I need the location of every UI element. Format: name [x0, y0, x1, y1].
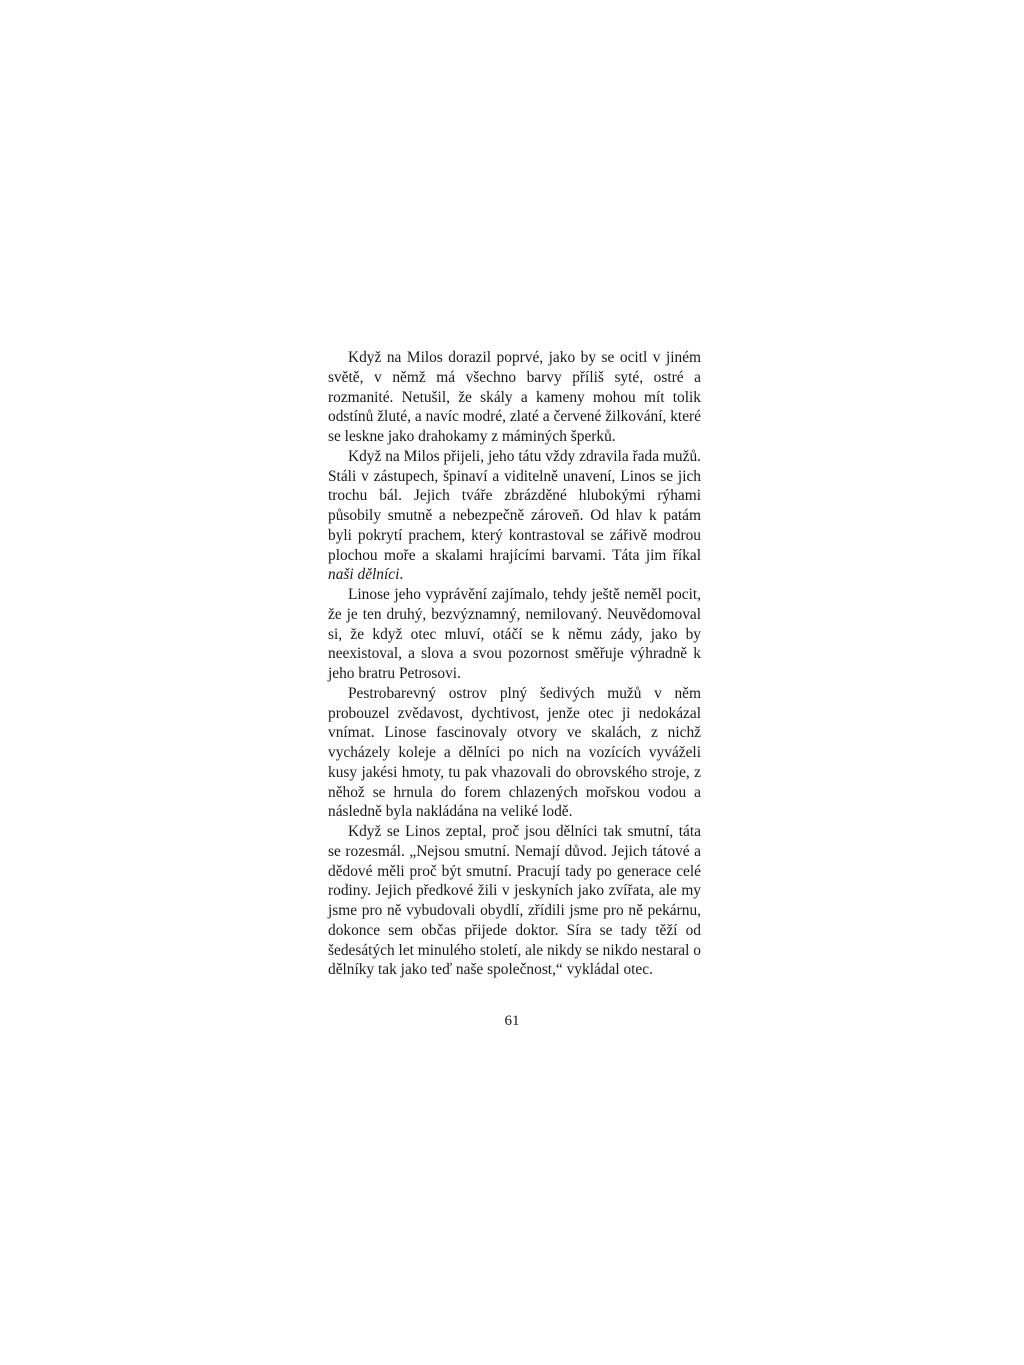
paragraph-1 — [328, 348, 701, 447]
paragraph-2 — [328, 447, 701, 585]
page-number: 61 — [504, 1013, 520, 1029]
paragraph-5-text: Když se Linos zeptal, proč jsou dělníci tak smutní, táta se rozesmál. „Nejsou smutní. Nemají důvod. Jejich tátové a dědové měli proč být smutní. Pracují tady po generace celé rodiny. Jejich předkové žili v jeskyních jako zvířata, ale my jsme pro ně vybudovali obydlí, zřídili jsme pro ně pekárnu, dokonce sem občas přijede doktor. Síra se tady těží od šedesátých let minulého století, ale nikdy se nikdo nestaral o dělníky tak jako teď naše společnost,“ vykládal otec. — [328, 823, 701, 979]
paragraph-2-italic: naši dělníci — [328, 566, 400, 584]
paragraph-2-text: Když na Milos přijeli, jeho tátu vždy zdravila řada mužů. Stáli v zástupech, špinaví a viditelně unavení, Linos se jich trochu bál. Jejich tváře zbrázděné hlubokými rýhami působily smutně a nebezpečně zároveň. Od hlav k patám byli pokrytí prachem, který kontrastoval se zářivě modrou plochou moře a skalami hrajícími barvami. Táta jim říkal — [328, 447, 701, 564]
paragraph-4 — [328, 684, 701, 822]
paragraph-2-tail: . — [399, 566, 404, 584]
paragraph-5 — [328, 822, 701, 980]
paragraph-3-text: Linose jeho vyprávění zajímalo, tehdy ještě neměl pocit, že je ten druhý, bezvýznamný, nemilovaný. Neuvědomoval si, že když otec mluví, otáčí se k němu zády, jako by neexistoval, a slova a svou pozornost směřuje výhradně k jeho bratru Petrosovi. — [328, 586, 701, 682]
paragraph-1-text: Když na Milos dorazil poprvé, jako by se ocitl v jiném světě, v němž má všechno barvy příliš syté, ostré a rozmanité. Netušil, že skály a kameny mohou mít tolik odstínů žluté, a navíc modré, zlaté a červené žilkování, které se leskne jako drahokamy z máminých šperků. — [328, 349, 701, 445]
body-text — [328, 348, 701, 980]
paragraph-4-text: Pestrobarevný ostrov plný šedivých mužů v něm probouzel zvědavost, dychtivost, jenže otec ji nedokázal vnímat. Linose fascinovaly otvory ve skalách, z nichž vycházely koleje a dělníci po nich na vozících vyváželi kusy jakési hmoty, tu pak vhazovali do obrovského stroje, z něhož se hrnula do forem chlazených mořskou vodou a následně byla nakládána na veliké lodě. — [328, 684, 701, 821]
paragraph-3 — [328, 585, 701, 684]
